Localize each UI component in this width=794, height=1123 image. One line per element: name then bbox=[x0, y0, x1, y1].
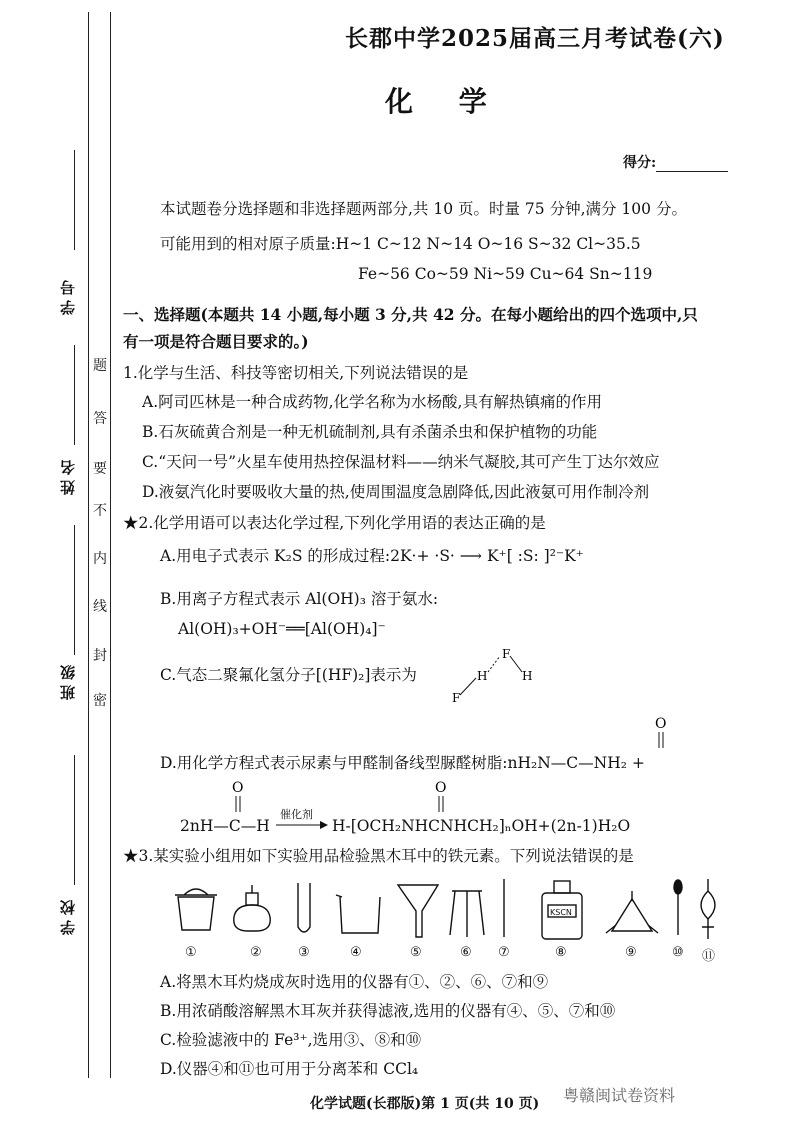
q2-stem: ★2.化学用语可以表达化学过程,下列化学用语的表达正确的是 bbox=[123, 514, 546, 532]
hf-dimer-structure bbox=[450, 640, 540, 710]
svg-text:F: F bbox=[452, 691, 461, 705]
xingming-label: 姓 名 bbox=[59, 460, 77, 496]
intro-line-1: 本试题卷分选择题和非选择题两部分,共 10 页。时量 75 分钟,满分 100 分。 bbox=[160, 200, 687, 218]
apparatus-label-11: ⑪ bbox=[702, 949, 716, 964]
q3-stem: ★3.某实验小组用如下实验用品检验黑木耳中的铁元素。下列说法错误的是 bbox=[123, 847, 634, 865]
apparatus-label-4: ④ bbox=[350, 945, 362, 960]
apparatus-label-10: ⑩ bbox=[672, 945, 684, 960]
watermark: 粤赣闽试卷资料 bbox=[563, 1086, 676, 1105]
q2-option-a: A.用电子式表示 K₂S 的形成过程:2K·+ ·S· ⟶ K⁺[ :S: ]²⁻K⁺ bbox=[160, 547, 584, 565]
q2-a-formula: 2K·+ ·S· ⟶ K⁺[ :S: ]²⁻K⁺ bbox=[390, 547, 584, 565]
apparatus-label-2: ② bbox=[250, 945, 262, 960]
q2-d-reactant-1: nH₂N—C—NH₂ + bbox=[507, 754, 645, 772]
q1-option-c: C.“天问一号”火星车使用热控保温材料——纳米气凝胶,其可产生丁达尔效应 bbox=[142, 453, 660, 471]
section-heading: 一、选择题 bbox=[123, 305, 201, 324]
banji-label: 班 级 bbox=[59, 665, 77, 701]
apparatus-label-9: ⑨ bbox=[625, 945, 637, 960]
apparatus-label-5: ⑤ bbox=[410, 945, 422, 960]
q3-option-b: B.用浓硝酸溶解黑木耳灰并获得滤液,选用的仪器有④、⑤、⑦和⑩ bbox=[160, 1002, 616, 1020]
svg-text:H: H bbox=[477, 669, 488, 683]
xingming-blank bbox=[74, 345, 75, 445]
dropper-icon bbox=[674, 880, 682, 935]
xuehao-label: 学 号 bbox=[59, 280, 77, 316]
separatory-funnel-icon bbox=[701, 879, 715, 939]
crucible-icon bbox=[175, 889, 217, 930]
svg-text:F: F bbox=[502, 647, 511, 661]
banji-blank bbox=[74, 525, 75, 655]
xuexiao-label: 学 校 bbox=[59, 900, 77, 936]
apparatus-label-6: ⑥ bbox=[460, 945, 472, 960]
svg-text:O: O bbox=[232, 780, 244, 796]
funnel-icon bbox=[398, 885, 438, 937]
svg-text:O: O bbox=[655, 716, 667, 732]
q1-option-d: D.液氨汽化时要吸收大量的热,使周围温度急剧降低,因此液氨可用作制冷剂 bbox=[142, 483, 650, 501]
score-blank bbox=[656, 157, 728, 172]
q2-option-d: D.用化学方程式表示尿素与甲醛制备线型脲醛树脂:nH₂N—C—NH₂ + bbox=[160, 754, 645, 772]
q1-option-a: A.阿司匹林是一种合成药物,化学名称为水杨酸,具有解热镇痛的作用 bbox=[142, 393, 602, 411]
beaker-icon bbox=[336, 895, 380, 933]
q3-option-d: D.仪器④和⑪也可用于分离苯和 CCl₄ bbox=[160, 1060, 419, 1078]
apparatus-label-3: ③ bbox=[298, 945, 310, 960]
reaction-arrow bbox=[276, 820, 328, 830]
alcohol-lamp-icon bbox=[234, 885, 270, 931]
binding-line-left bbox=[88, 12, 89, 1078]
subject-title: 化 学 bbox=[385, 85, 505, 118]
kscn-label: KSCN bbox=[550, 908, 572, 917]
xuehao-blank bbox=[74, 150, 75, 250]
q3-option-a: A.将黑木耳灼烧成灰时选用的仪器有①、②、⑥、⑦和⑨ bbox=[160, 973, 549, 991]
score-field bbox=[623, 152, 728, 172]
reagent-bottle-icon bbox=[542, 881, 582, 939]
section-desc-2: 有一项是符合题目要求的。) bbox=[123, 332, 309, 351]
carbonyl-o-2 bbox=[222, 778, 262, 816]
clay-triangle-icon bbox=[606, 891, 658, 933]
q2-b-formula: Al(OH)₃+OH⁻══[Al(OH)₄]⁻ bbox=[178, 620, 386, 638]
q1-stem: 1.化学与生活、科技等密切相关,下列说法错误的是 bbox=[123, 364, 469, 382]
svg-text:H: H bbox=[522, 669, 533, 683]
svg-text:O: O bbox=[435, 780, 447, 796]
exam-title: 长郡中学2025届高三月考试卷(六) bbox=[345, 25, 725, 52]
q2-option-c: C.气态二聚氟化氢分子[(HF)₂]表示为 bbox=[160, 666, 417, 684]
q2-option-b: B.用离子方程式表示 Al(OH)₃ 溶于氨水: bbox=[160, 590, 439, 608]
q2-d-product: H-[OCH₂NHCNHCH₂]ₙOH+(2n-1)H₂O bbox=[332, 817, 631, 835]
test-tube-icon bbox=[298, 883, 310, 932]
intro-line-3: Fe~56 Co~59 Ni~59 Cu~64 Sn~119 bbox=[358, 265, 653, 283]
apparatus-label-1: ① bbox=[185, 945, 197, 960]
apparatus-label-7: ⑦ bbox=[498, 945, 510, 960]
binding-line-right bbox=[110, 12, 111, 1078]
carbonyl-o-3 bbox=[432, 778, 452, 816]
xuexiao-blank bbox=[74, 755, 75, 885]
q3-option-c: C.检验滤液中的 Fe³⁺,选用③、⑧和⑩ bbox=[160, 1031, 422, 1049]
catalyst-label: 催化剂 bbox=[280, 808, 313, 821]
q1-option-b: B.石灰硫黄合剂是一种无机硫制剂,具有杀菌杀虫和保护植物的功能 bbox=[142, 423, 598, 441]
score-label: 得分: bbox=[623, 155, 657, 171]
q2-d-reactant-2: 2nH—C—H bbox=[180, 817, 270, 835]
carbonyl-o-1 bbox=[640, 712, 690, 756]
page-footer: 化学试题(长郡版)第 1 页(共 10 页) bbox=[310, 1096, 540, 1112]
lab-apparatus-row bbox=[170, 875, 730, 943]
apparatus-label-8: ⑧ bbox=[555, 945, 567, 960]
section-desc-1: 一、选择题(本题共 14 小题,每小题 3 分,共 42 分。在每小题给出的四个选项中,只 bbox=[123, 305, 698, 324]
tripod-icon bbox=[450, 891, 484, 937]
intro-line-2: 可能用到的相对原子质量:H~1 C~12 N~14 O~16 S~32 Cl~35.5 bbox=[160, 235, 641, 253]
